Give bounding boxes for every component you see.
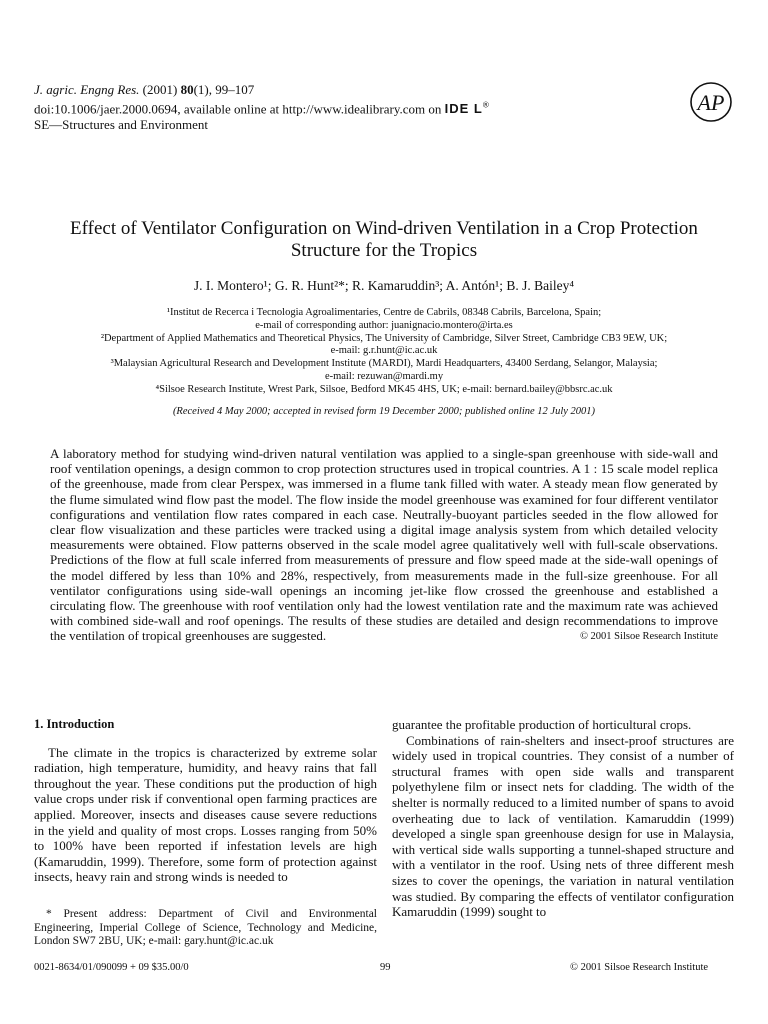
affiliation-line: ³Malaysian Agricultural Research and Development Institute (MARDI), Mardi Headquarters, 43400 Serdang, Selangor, Malaysia; xyxy=(110,358,658,370)
page-number: 99 xyxy=(380,962,391,973)
section-heading: 1. Introduction xyxy=(34,717,115,731)
paragraph: Combinations of rain-shelters and insect-proof structures are widely used in tropical countries. They consist of a number of structural frames with open side walls and transparent polyethylene film or insect nets for cladding. The width of the shelter is normally reduced to a limited number of spans to avoid overheating due to lack of ventilation. Kamaruddin (1999) developed a single span greenhouse design for use in Malaysia, with vertical side walls supporting a tunnel-shaped structure and with a ventilator in the roof. Using nets of three different mesh sizes to cover the openings, the variation in natural ventilation was studied. By comparing the effects of ventilator configuration Kamaruddin (1999) sought to xyxy=(392,732,734,920)
affiliations xyxy=(20,307,748,397)
ap-logo-text: AP xyxy=(697,90,725,115)
journal-year: (2001) xyxy=(142,82,178,97)
abstract-text: A laboratory method for studying wind-driven natural ventilation was applied to a single-span greenhouse with side-wall and roof ventilation openings, a design common to crop protection structures used in tropical countries. A 1 : 15 scale model replica of the greenhouse, made from clear Perspex, was immersed in a flume tank filled with water. A steady mean flow generated by the flume simulated wind flow past the model. The flow inside the model greenhouse was examined for four different ventilator configurations and ventilation flow rates compared in each case. Neutrally-buoyant particles seeded in the flow allowed for clear flow visualization and these particles were tracked using a digital image analysis system from which detailed velocity measurements were obtained. Flow patterns observed in the scale model agree qualitatively well with full-scale observations. Predictions of the flow at full scale inferred from measurements of pressure and flow speed made at the side-wall openings of the model differed by less than 10% and 28%, respectively, from measurements made in the full-size greenhouse. For all ventilator configurations using side-wall openings an incoming jet-like flow crossed the greenhouse and established a circulating flow. The greenhouse with roof ventilation only had the lowest ventilation rate and the maximum rate was achieved with combined side-wall and roof openings. The results of these studies are detailed and design recommendations to improve the ventilation of tropical greenhouses are suggested. xyxy=(50,446,718,644)
footnote xyxy=(34,908,377,949)
footer-code: 0021-8634/01/090099 + 09 $35.00/0 xyxy=(34,962,189,973)
abstract xyxy=(50,446,718,645)
left-column xyxy=(34,717,377,885)
affiliation-line: e-mail of corresponding author: juanignacio.montero@irta.es xyxy=(255,319,513,331)
affiliation-line: ²Department of Applied Mathematics and Theoretical Physics, The University of Cambridge, Silver Street, Cambridge CB3 9EW, UK; xyxy=(100,332,668,344)
journal-issue-pages: (1), 99–107 xyxy=(193,82,255,97)
right-column xyxy=(392,717,734,920)
author-list: J. I. Montero¹; G. R. Hunt²*; R. Kamaruddin³; A. Antón¹; B. J. Bailey⁴ xyxy=(193,278,575,293)
journal-name: J. agric. Engng Res. xyxy=(34,82,140,97)
doi-text: doi:10.1006/jaer.2000.0694, available online at http://www.idealibrary.com on xyxy=(34,101,442,117)
doi-line xyxy=(34,98,490,117)
footer-copyright: © 2001 Silsoe Research Institute xyxy=(570,962,709,973)
article-title: Effect of Ventilator Configuration on Wind-driven Ventilation in a Crop Protection Structure for the Tropics xyxy=(70,218,698,261)
ap-publisher-logo xyxy=(688,80,734,124)
affiliation-line: e-mail: rezuwan@mardi.my xyxy=(324,370,444,382)
paragraph: The climate in the tropics is characterized by extreme solar radiation, high temperature, humidity, and heavy rains that fall throughout the year. These conditions put the production of high value crops under risk if conventional open farming practices are applied. Moreover, insects and diseases cause severe reductions in the yield and quality of most crops. Losses ranging from 50% to 100% have been reported if infestation levels are high (Kamaruddin, 1999). Therefore, some form of protection against insects, heavy rain and strong winds is needed to xyxy=(34,744,377,885)
abstract-copyright: © 2001 Silsoe Research Institute xyxy=(579,631,718,643)
section-label: SE—Structures and Environment xyxy=(34,117,209,133)
journal-volume: 80 xyxy=(180,82,194,97)
paragraph-continuation: guarantee the profitable production of horticultural crops. xyxy=(392,717,692,732)
received-dates: (Received 4 May 2000; accepted in revised form 19 December 2000; published online 12 July 2001) xyxy=(172,406,596,417)
affiliation-line: ¹Institut de Recerca i Tecnologia Agroalimentaries, Centre de Cabrils, 08348 Cabrils, Barcelona, Spain; xyxy=(166,307,602,318)
affiliation-line: ⁴Silsoe Research Institute, Wrest Park, Silsoe, Bedford MK45 4HS, UK; e-mail: bernard.bailey@bbsrc.ac.uk xyxy=(155,383,613,395)
citation-line xyxy=(34,82,490,98)
ideal-logo: IDE L® xyxy=(444,101,490,117)
affiliation-line: e-mail: g.r.hunt@ic.ac.uk xyxy=(330,345,438,357)
journal-header xyxy=(34,82,490,133)
footnote-text: * Present address: Department of Civil and Environmental Engineering, Imperial College of Science, Technology and Medicine, London SW7 2BU, UK; e-mail: gary.hunt@ic.ac.uk xyxy=(34,908,377,948)
